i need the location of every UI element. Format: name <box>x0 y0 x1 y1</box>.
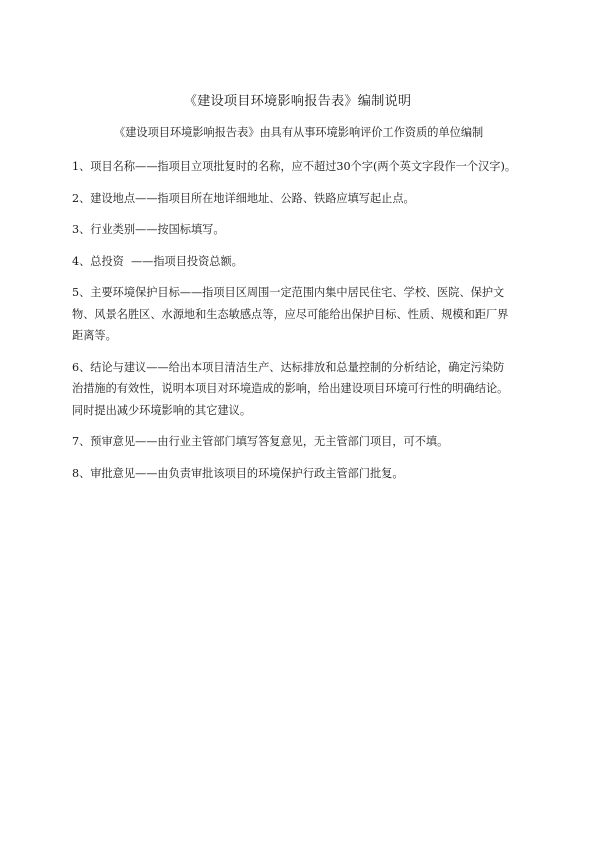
item-line: 3、行业类别——按国标填写。 <box>72 223 225 236</box>
instruction-item-5 <box>72 282 544 347</box>
instruction-item-6 <box>72 357 544 422</box>
item-line: 8、审批意见——由负责审批该项目的环境保护行政主管部门批复。 <box>72 466 404 480</box>
item-line: 1、项目名称——指项目立项批复时的名称，应不超过30个字(两个英文字段作一个汉字)。 <box>72 160 517 173</box>
item-line: 距离等。 <box>72 329 117 342</box>
item-line: 5、主要环境保护目标——指项目区周围一定范围内集中居民住宅、学校、医院、保护文 <box>72 286 505 299</box>
document-title: 《建设项目环境影响报告表》编制说明 <box>183 94 412 109</box>
instruction-item-4 <box>72 251 544 273</box>
instruction-item-7 <box>72 431 544 453</box>
instruction-item-3 <box>72 219 544 241</box>
item-line: 4、总投资 ——指项目投资总额。 <box>72 254 243 268</box>
item-line: 治措施的有效性，说明本项目对环境造成的影响，给出建设项目环境可行性的明确结论。 <box>72 382 509 395</box>
document-intro: 《建设项目环境影响报告表》由具有从事环境影响评价工作资质的单位编制 <box>114 126 484 139</box>
item-line: 6、结论与建议——给出本项目清洁生产、达标排放和总量控制的分析结论，确定污染防 <box>72 360 505 374</box>
item-line: 同时提出减少环境影响的其它建议。 <box>72 403 252 417</box>
item-line: 物、风景名胜区、水源地和生态敏感点等，应尽可能给出保护目标、性质、规模和距厂界 <box>72 307 509 321</box>
instruction-item-2 <box>72 188 544 210</box>
instruction-item-1 <box>72 156 544 178</box>
instruction-list <box>72 156 544 494</box>
item-line: 7、预审意见——由行业主管部门填写答复意见，无主管部门项目，可不填。 <box>72 435 449 448</box>
instruction-item-8 <box>72 463 544 485</box>
item-line: 2、建设地点——指项目所在地详细地址、公路、铁路应填写起止点。 <box>72 191 415 205</box>
